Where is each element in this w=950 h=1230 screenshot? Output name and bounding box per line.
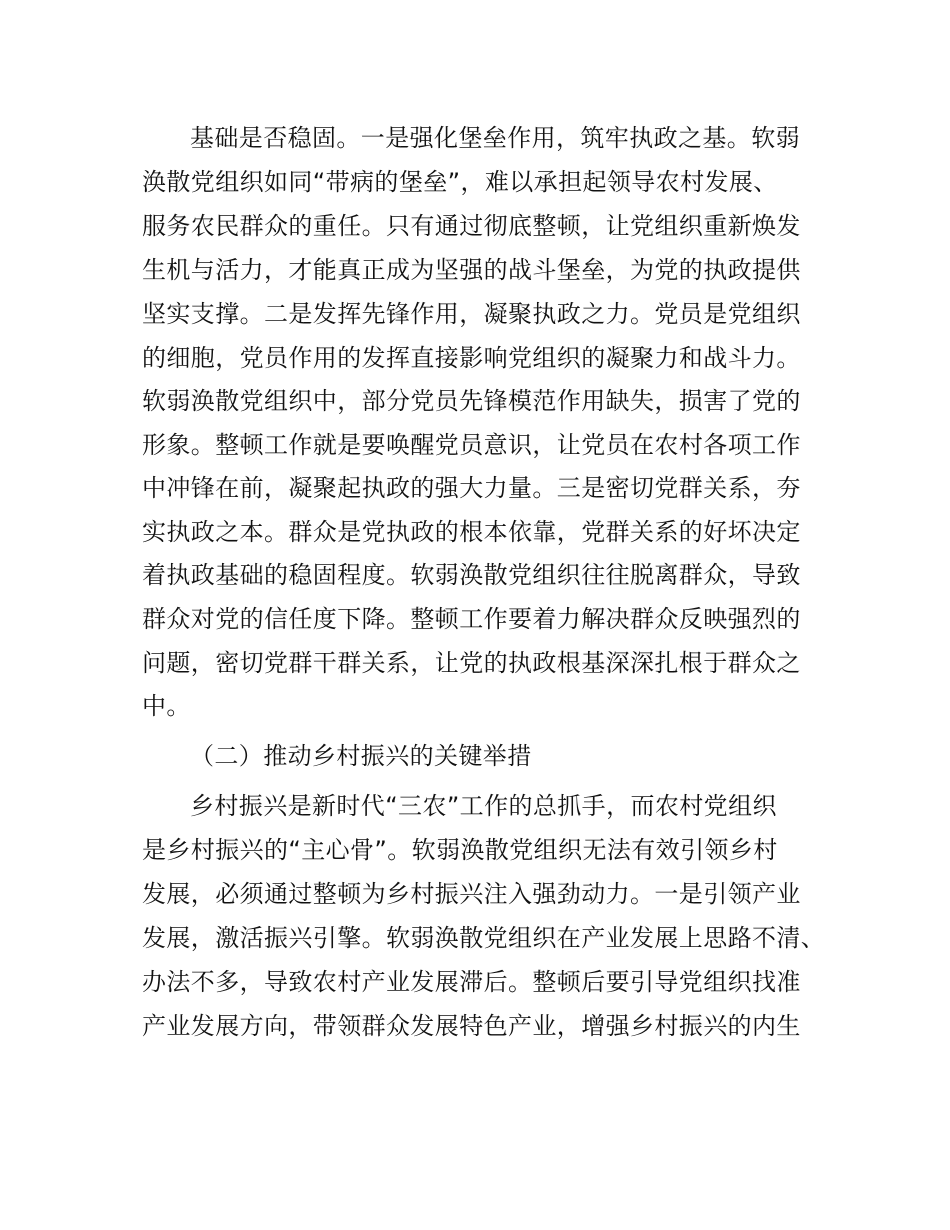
paragraph-line: 中冲锋在前，凝聚起执政的强大力量。三是密切党群关系，夯 (142, 474, 801, 502)
paragraph-line: 的细胞，党员作用的发挥直接影响党组织的凝聚力和战斗力。 (142, 344, 801, 372)
paragraph-line: 是乡村振兴的“主心骨”。软弱涣散党组织无法有效引领乡村 (142, 836, 778, 864)
paragraph-line: 坚实支撑。二是发挥先锋作用，凝聚执政之力。党员是党组织 (142, 300, 801, 328)
paragraph-line: 办法不多，导致农村产业发展滞后。整顿后要引导党组织找准 (142, 968, 801, 996)
paragraph-line: 涣散党组织如同“带病的堡垒”，难以承担起领导农村发展、 (142, 168, 778, 196)
paragraph-line: 生机与活力，才能真正成为坚强的战斗堡垒，为党的执政提供 (142, 256, 801, 284)
paragraph-line: 群众对党的信任度下降。整顿工作要着力解决群众反映强烈的 (142, 605, 801, 633)
paragraph-line: 形象。整顿工作就是要唤醒党员意识，让党员在农村各项工作 (142, 431, 801, 459)
paragraph-line: 发展，必须通过整顿为乡村振兴注入强劲动力。一是引领产业 (142, 880, 801, 908)
paragraph-line: 实执政之本。群众是党执政的根本依靠，党群关系的好坏决定 (142, 518, 801, 546)
paragraph-line: 发展，激活振兴引擎。软弱涣散党组织在产业发展上思路不清、 (142, 924, 826, 952)
paragraph-line: 问题，密切党群干群关系，让党的执政根基深深扎根于群众之 (142, 649, 801, 677)
paragraph-line: 服务农民群众的重任。只有通过彻底整顿，让党组织重新焕发 (142, 212, 801, 240)
paragraph-line: 产业发展方向，带领群众发展特色产业，增强乡村振兴的内生 (142, 1012, 801, 1040)
section-heading: （二）推动乡村振兴的关键举措 (190, 742, 532, 770)
paragraph-line: 基础是否稳固。一是强化堡垒作用，筑牢执政之基。软弱 (190, 124, 800, 152)
paragraph-line: 软弱涣散党组织中，部分党员先锋模范作用缺失，损害了党的 (142, 387, 801, 415)
paragraph-line: 中。 (142, 692, 191, 720)
paragraph-line: 乡村振兴是新时代“三农”工作的总抓手，而农村党组织 (190, 792, 777, 820)
paragraph-line: 着执政基础的稳固程度。软弱涣散党组织往往脱离群众，导致 (142, 561, 801, 589)
